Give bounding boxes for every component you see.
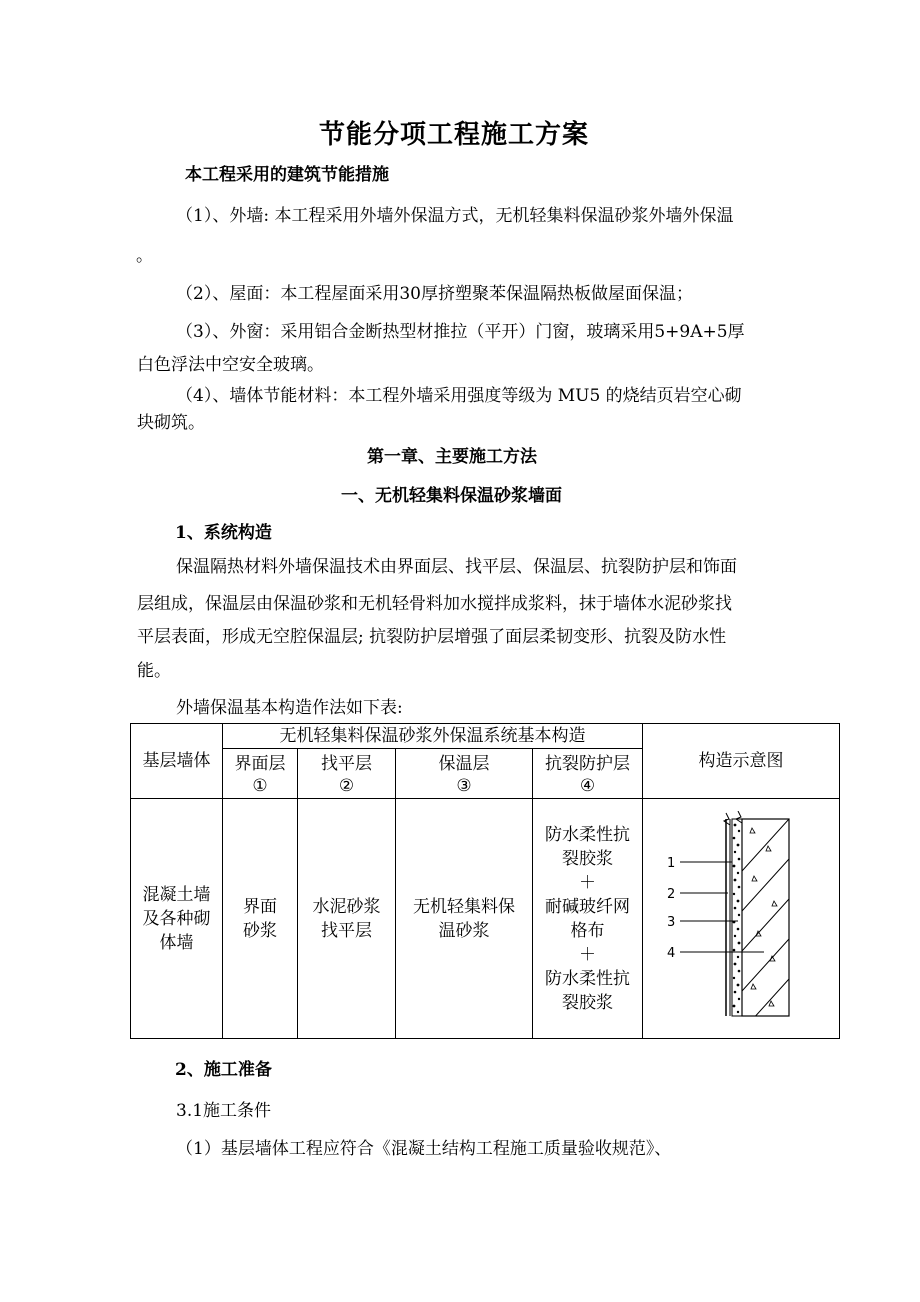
header-interface-layer: 界面层 ① xyxy=(223,749,298,799)
body-line-1: 保温隔热材料外墙保温技术由界面层、找平层、保温层、抗裂防护层和饰面 xyxy=(176,557,737,577)
body-line-2: 层组成，保温层由保温砂浆和无机轻骨料加水搅拌成浆料，抹于墙体水泥砂浆找 xyxy=(137,594,732,614)
paragraph-2: （2）、屋面：本工程屋面采用30厚挤塑聚苯保温隔热板做屋面保温； xyxy=(176,284,693,304)
cell-leveling: 水泥砂浆 找平层 xyxy=(298,799,396,1039)
paragraph-1-line-2: 。 xyxy=(136,246,153,266)
heading-system-structure: 1、系统构造 xyxy=(175,523,272,543)
diagram-label-4: 4 xyxy=(667,946,676,961)
diagram-label-2: 2 xyxy=(667,887,676,902)
body-line-3: 平层表面，形成无空腔保温层; 抗裂防护层增强了面层柔韧变形、抗裂及防水性 xyxy=(137,627,727,647)
paragraph-3-line-2: 白色浮法中空安全玻璃。 xyxy=(137,355,324,375)
chapter-title: 第一章、主要施工方法 xyxy=(367,447,537,467)
paragraph-4-line-1: （4）、墙体节能材料：本工程外墙采用强度等级为 MU5 的烧结页岩空心砌 xyxy=(176,386,742,406)
header-base-wall: 基层墙体 xyxy=(131,724,223,799)
cell-base-wall: 混凝土墙 及各种砌 体墙 xyxy=(131,799,223,1039)
construction-table xyxy=(130,723,840,1039)
table-intro: 外墙保温基本构造作法如下表: xyxy=(176,698,403,718)
heading-conditions: 3.1施工条件 xyxy=(176,1101,272,1121)
heading-preparation: 2、施工准备 xyxy=(175,1060,272,1080)
header-diagram: 构造示意图 xyxy=(643,724,840,799)
paragraph-1-line-1: （1）、外墙: 本工程采用外墙外保温方式，无机轻集料保温砂浆外墙外保温 xyxy=(176,206,734,226)
cell-diagram xyxy=(643,799,840,1039)
header-group: 无机轻集料保温砂浆外保温系统基本构造 xyxy=(223,724,643,749)
body-line-4: 能。 xyxy=(137,661,171,681)
subsection-title: 一、无机轻集料保温砂浆墙面 xyxy=(341,486,562,506)
header-leveling-layer: 找平层 ② xyxy=(298,749,396,799)
page-title: 节能分项工程施工方案 xyxy=(319,120,590,150)
header-insulation-layer: 保温层 ③ xyxy=(396,749,533,799)
paragraph-3-line-1: （3）、外窗：采用铝合金断热型材推拉（平开）门窗，玻璃采用5+9A+5厚 xyxy=(176,322,745,342)
conditions-line-1: （1）基层墙体工程应符合《混凝土结构工程施工质量验收规范》、 xyxy=(176,1139,672,1159)
cell-crack-resistant: 防水柔性抗 裂胶浆 ＋ 耐碱玻纤网 格布 ＋ 防水柔性抗 裂胶浆 xyxy=(533,799,643,1039)
diagram-label-3: 3 xyxy=(667,915,676,930)
header-crack-resistant-layer: 抗裂防护层 ④ xyxy=(533,749,643,799)
paragraph-4-line-2: 块砌筑。 xyxy=(137,413,205,433)
diagram-label-1: 1 xyxy=(667,856,676,871)
cell-insulation: 无机轻集料保 温砂浆 xyxy=(396,799,533,1039)
section-heading: 本工程采用的建筑节能措施 xyxy=(185,165,389,185)
wall-section-diagram xyxy=(666,811,816,1026)
cell-interface: 界面 砂浆 xyxy=(223,799,298,1039)
